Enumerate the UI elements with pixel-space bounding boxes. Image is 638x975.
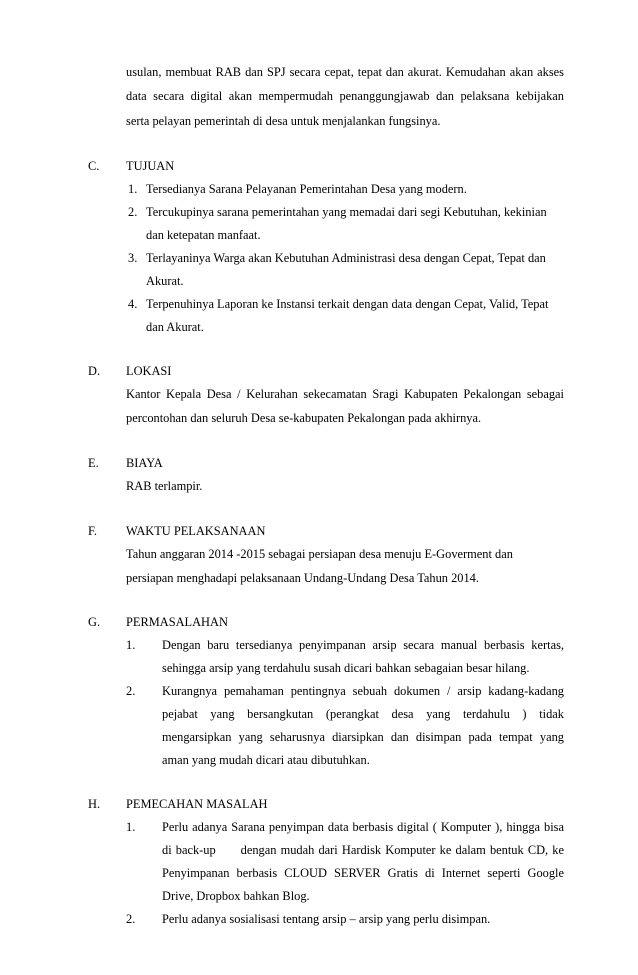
tujuan-item-4-text: dan Akurat. xyxy=(146,320,204,334)
intro-line: usulan, membuat RAB dan SPJ secara cepat, tepat dan akurat. Kemudahan akan akses xyxy=(126,65,564,79)
section-d-title: LOKASI xyxy=(126,364,172,378)
section-f-letter: F. xyxy=(88,524,97,538)
tujuan-item-4-text: Terpenuhinya Laporan ke Instansi terkait dengan data dengan Cepat, Valid, Tepat xyxy=(146,297,549,311)
permasalahan-item-2-text: aman yang mudah dicari atau dibutuhkan. xyxy=(162,753,370,767)
intro-line: serta pelayan pemerintah di desa untuk menjalankan fungsinya. xyxy=(126,114,441,128)
section-g-title: PERMASALAHAN xyxy=(126,615,228,629)
pemecahan-item-2-text: Perlu adanya sosialisasi tentang arsip – arsip yang perlu disimpan. xyxy=(162,912,491,926)
section-c-title: TUJUAN xyxy=(126,159,175,173)
section-e-letter: E. xyxy=(88,456,99,470)
biaya-line: RAB terlampir. xyxy=(126,479,203,493)
waktu-line: persiapan menghadapi pelaksanaan Undang-Undang Desa Tahun 2014. xyxy=(126,571,479,585)
permasalahan-item-2-text: mengarsipkan yang seharusnya diarsipkan dan disimpan pada tempat yang xyxy=(162,730,564,744)
section-d-letter: D. xyxy=(88,364,101,378)
permasalahan-item-1-text: Dengan baru tersedianya penyimpanan arsip secara manual berbasis kertas, xyxy=(162,638,564,652)
pemecahan-item-1-text: Perlu adanya Sarana penyimpan data berbasis digital ( Komputer ), hingga bisa xyxy=(162,820,564,834)
pemecahan-item-1-text: di back-up dengan mudah dari Hardisk Komputer ke dalam bentuk CD, ke xyxy=(162,843,564,857)
waktu-line: Tahun anggaran 2014 -2015 sebagai persiapan desa menuju E-Goverment dan xyxy=(126,547,513,561)
section-h-letter: H. xyxy=(88,797,101,811)
intro-line: data secara digital akan mempermudah penanggungjawab dan pelaksana kebijakan xyxy=(126,89,564,103)
pemecahan-item-2-number: 2. xyxy=(126,912,136,926)
section-e-title: BIAYA xyxy=(126,456,163,470)
permasalahan-item-1-text: sehingga arsip yang terdahulu susah dicari bahkan sebagaian besar hilang. xyxy=(162,661,530,675)
tujuan-item-2-text: Tercukupinya sarana pemerintahan yang memadai dari segi Kebutuhan, kekinian xyxy=(146,205,547,219)
permasalahan-item-2-text: pejabat yang bersangkutan (perangkat desa yang terdahulu ) tidak xyxy=(162,707,564,721)
pemecahan-item-1-text: Penyimpanan berbasis CLOUD SERVER Gratis di Internet seperti Google xyxy=(162,866,564,880)
tujuan-item-3-number: 3. xyxy=(128,251,138,265)
lokasi-line: percontohan dan seluruh Desa se-kabupaten Pekalongan pada akhirnya. xyxy=(126,411,482,425)
tujuan-item-3-text: Akurat. xyxy=(146,274,184,288)
tujuan-item-4-number: 4. xyxy=(128,297,138,311)
section-f-title: WAKTU PELAKSANAAN xyxy=(126,524,266,538)
pemecahan-item-1-text: Drive, Dropbox bahkan Blog. xyxy=(162,889,310,903)
permasalahan-item-2-number: 2. xyxy=(126,684,136,698)
tujuan-item-2-text: dan ketepatan manfaat. xyxy=(146,228,261,242)
tujuan-item-3-text: Terlayaninya Warga akan Kebutuhan Administrasi desa dengan Cepat, Tepat dan xyxy=(146,251,546,265)
section-c-letter: C. xyxy=(88,159,100,173)
tujuan-item-2-number: 2. xyxy=(128,205,138,219)
tujuan-item-1-number: 1. xyxy=(128,182,138,196)
section-h-title: PEMECAHAN MASALAH xyxy=(126,797,268,811)
lokasi-line: Kantor Kepala Desa / Kelurahan sekecamatan Sragi Kabupaten Pekalongan sebagai xyxy=(126,387,564,401)
permasalahan-item-1-number: 1. xyxy=(126,638,136,652)
tujuan-item-1-text: Tersedianya Sarana Pelayanan Pemerintahan Desa yang modern. xyxy=(146,182,467,196)
permasalahan-item-2-text: Kurangnya pemahaman pentingnya sebuah dokumen / arsip kadang-kadang xyxy=(162,684,564,698)
section-g-letter: G. xyxy=(88,615,101,629)
pemecahan-item-1-number: 1. xyxy=(126,820,136,834)
